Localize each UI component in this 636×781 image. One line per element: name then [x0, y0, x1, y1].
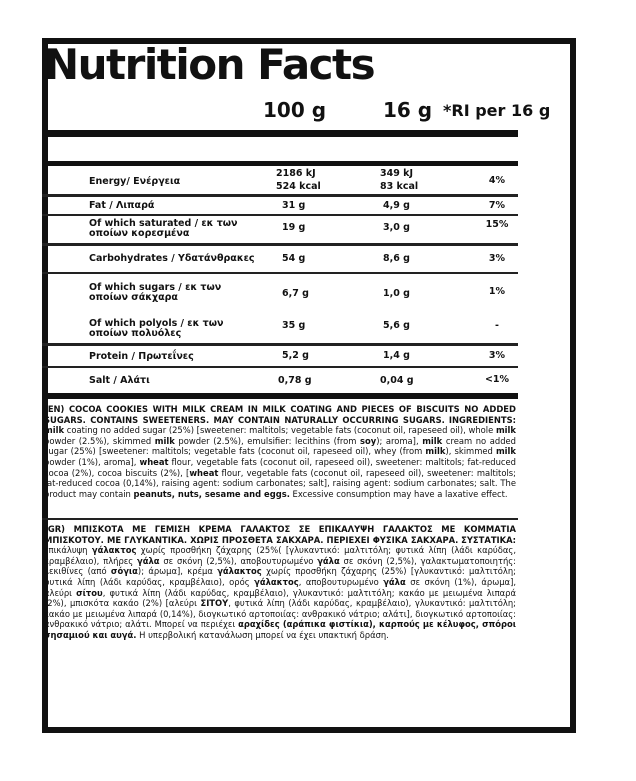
row-label: Protein / Πρωτεΐνες	[89, 351, 194, 362]
en-allergen: milk	[425, 446, 446, 457]
value-16g: 5,6 g	[383, 320, 410, 331]
en-text: ), skimmed	[445, 446, 496, 457]
en-text: ); aroma],	[376, 435, 423, 446]
gr-allergen: σόγια	[110, 566, 138, 577]
gr-allergen: γάλακτος	[91, 545, 137, 556]
gr-allergen: γάλα	[383, 576, 406, 587]
value-ri: 1%	[488, 286, 506, 297]
ingredients-gr	[44, 524, 516, 641]
en-heading: (EN) COCOA COOKIES WITH MILK CREAM IN MILK COATING AND PIECES OF BISCUITS NO ADDED SUGARS. CONTAINS SWEETENERS. MAY CONTAIN NATURALLY OCCURRING SUGARS.	[44, 404, 516, 425]
language-divider	[42, 518, 518, 520]
gr-allergen: ΣΙΤΟΥ	[200, 598, 229, 609]
value-16g: 83 kcal	[380, 181, 419, 192]
en-text: flour, vegetable fats (coconut oil, rapeseed oil), sweetener: maltitols; fat-reduced cocoa (0,14%), raising agent: sodium carbonates; salt], raising agent: sodium carbonates; salt. The product may contain	[44, 467, 516, 499]
value-100g: 31 g	[282, 200, 306, 211]
gr-text: σε σκόνη (1%), άρωμα], αλεύρι	[44, 576, 516, 598]
row-label: Carbohydrates / Υδατάνθρακες	[89, 253, 255, 264]
value-100g: 0,78 g	[278, 375, 312, 386]
row-label: Energy/ Ενέργεια	[89, 176, 181, 187]
gr-text: σε σκόνη (2,5%), αποβουτυρωμένο	[159, 555, 318, 566]
gr-allergen: γάλακτος	[217, 566, 262, 577]
en-text: powder (2.5%), skimmed	[44, 435, 155, 446]
row-divider	[42, 272, 518, 274]
en-allergen: soy	[359, 435, 377, 446]
value-100g: 2186 kJ	[276, 168, 316, 179]
value-ri: <1%	[484, 374, 510, 385]
value-ri: 15%	[485, 219, 509, 230]
value-16g: 1,4 g	[383, 350, 410, 361]
gr-allergen: γάλα	[317, 555, 340, 566]
header-ri: *RI per 16 g	[443, 101, 551, 120]
value-100g: 54 g	[282, 253, 306, 264]
en-text: powder (2.5%), emulsifier: lecithins (from	[174, 435, 360, 446]
row-divider	[42, 243, 518, 246]
value-16g: 4,9 g	[383, 200, 410, 211]
value-100g: 19 g	[282, 222, 306, 233]
header-rule	[42, 161, 518, 166]
row-label-2: οποίων πολυόλες	[89, 328, 182, 339]
row-divider	[42, 194, 518, 197]
en-text: powder (1%), aroma],	[44, 456, 140, 467]
row-label: Of which sugars / εκ των	[89, 282, 222, 293]
gr-allergen: γάλακτος	[254, 576, 299, 587]
gr-heading: (GR) ΜΠΙΣΚΟΤΑ ΜΕ ΓΕΜΙΣΗ ΚΡΕΜΑ ΓΑΛΑΚΤΟΣ ΣΕ ΕΠΙΚΑΛΥΨΗ ΓΑΛΑΚΤΟΣ ΜΕ ΚΟΜΜΑΤΙΑ ΜΠΙΣΚΟΤΟΥ. ΜΕ ΓΛΥΚΑΝΤΙΚΑ. ΧΩΡΙΣ ΠΡΟΣΘΕΤΑ ΣΑΚΧΑΡΑ. ΠΕΡΙΕΧΕΙ ΦΥΣΙΚΑ ΣΑΚΧΑΡΑ.	[44, 524, 516, 545]
gr-ingredients-label: ΣΥΣΤΑΤΙΚΑ:	[461, 534, 516, 545]
en-allergen: milk	[44, 425, 65, 436]
value-ri: 3%	[488, 253, 506, 264]
value-16g: 3,0 g	[383, 222, 410, 233]
header-16g: 16 g	[383, 98, 433, 122]
value-ri: 3%	[488, 350, 506, 361]
table-end-rule	[42, 393, 518, 399]
en-text: cream no added sugar (25%) [sweetener: maltitols; vegetable fats (coconut oil, rapeseed oil), whey (from	[44, 435, 516, 457]
en-allergen: wheat	[189, 467, 219, 478]
value-16g: 8,6 g	[383, 253, 410, 264]
gr-text: επικάλυψη	[44, 545, 92, 556]
row-divider	[42, 214, 518, 216]
gr-text: σε σκόνη (2,5%), γαλακτωματοποιητής: λεκιθίνες (από	[44, 555, 516, 577]
gr-text: χωρίς προσθήκη ζάχαρης (25%( [γλυκαντικό: μαλτιτόλη; φυτικά λίπη (λάδι καρύδας, κραμβέλαιο), πλήρες	[44, 545, 516, 566]
gr-text: χωρίς προσθήκη ζάχαρης (25%) [γλυκαντικό: μαλτιτόλη; φυτικά λίπη (λάδι καρύδας, κραμβέλαιο), ορός	[44, 566, 516, 587]
ingredients-en	[44, 404, 516, 499]
value-100g: 35 g	[282, 320, 306, 331]
row-label-2: οποίων κορεσμένα	[89, 228, 190, 239]
value-ri: -	[495, 320, 499, 331]
value-16g: 1,0 g	[383, 288, 410, 299]
gr-text: ); άρωμα], κρέμα	[137, 566, 218, 577]
row-label: Salt / Αλάτι	[89, 375, 150, 386]
value-ri: 4%	[488, 175, 506, 186]
en-text: coating no added sugar (25%) [sweetener: maltitols; vegetable fats (coconut oil, rapeseed oil), whole	[64, 425, 496, 436]
row-label: Fat / Λιπαρά	[89, 200, 155, 211]
en-allergen: milk	[422, 435, 443, 446]
en-allergen: milk	[495, 425, 516, 436]
gr-allergen: σίτου	[76, 587, 103, 598]
row-divider	[42, 366, 518, 368]
row-label-2: οποίων σάκχαρα	[89, 292, 178, 303]
gr-allergen: αραχίδες (αράπικα φιστίκια), καρπούς με κέλυφος, σπόροι σησαμιού και αυγά.	[44, 619, 516, 640]
en-text: Excessive consumption may have a laxative effect.	[289, 488, 508, 499]
gr-text: Η υπερβολική κατανάλωση μπορεί να έχει υπακτική δράση.	[136, 629, 389, 640]
en-allergen: peanuts, nuts, sesame and eggs.	[133, 488, 290, 499]
row-label: Of which saturated / εκ των	[89, 218, 238, 229]
en-allergen: wheat	[139, 456, 169, 467]
en-text: flour, vegetable fats (coconut oil, rapeseed oil), sweetener: maltitols; fat-reduced cocoa (2%), cocoa biscuits (2%), [	[44, 456, 516, 478]
en-ingredients-label: INGREDIENTS:	[448, 414, 516, 425]
row-label: Of which polyols / εκ των	[89, 318, 224, 329]
value-100g: 524 kcal	[276, 181, 321, 192]
gr-text: , φυτικά λίπη (λάδι καρύδας, κραμβέλαιο), γλυκαντικό: μαλτιτόλη; κακάο με μειωμένα λιπαρά (0,14%), διογκωτικό αρτοποιίας: ανθρακικό νάτριο; αλάτι], διογκωτικό αρτοποιίας: ανθρακικό νάτριο; αλάτι. Μπορεί να περιέχει	[44, 598, 516, 630]
gr-allergen: γάλα	[137, 555, 160, 566]
value-100g: 6,7 g	[282, 288, 309, 299]
title-rule	[42, 130, 518, 137]
gr-text: , αποβουτυρωμένο	[298, 576, 384, 587]
value-16g: 349 kJ	[380, 168, 413, 179]
value-100g: 5,2 g	[282, 350, 309, 361]
value-16g: 0,04 g	[380, 375, 414, 386]
value-ri: 7%	[488, 200, 506, 211]
nutrition-facts-title: Nutrition Facts	[44, 40, 375, 89]
row-divider	[42, 343, 518, 346]
gr-text: , φυτικά λίπη (λάδι καρύδας, κραμβέλαιο), γλυκαντικό: μαλτιτόλη; κακάο με μειωμένα λιπαρά (2%), μπισκότα κακάο (2%) [αλεύρι	[44, 587, 516, 609]
en-allergen: milk	[154, 435, 175, 446]
en-allergen: milk	[495, 446, 516, 457]
header-100g: 100 g	[263, 98, 327, 122]
